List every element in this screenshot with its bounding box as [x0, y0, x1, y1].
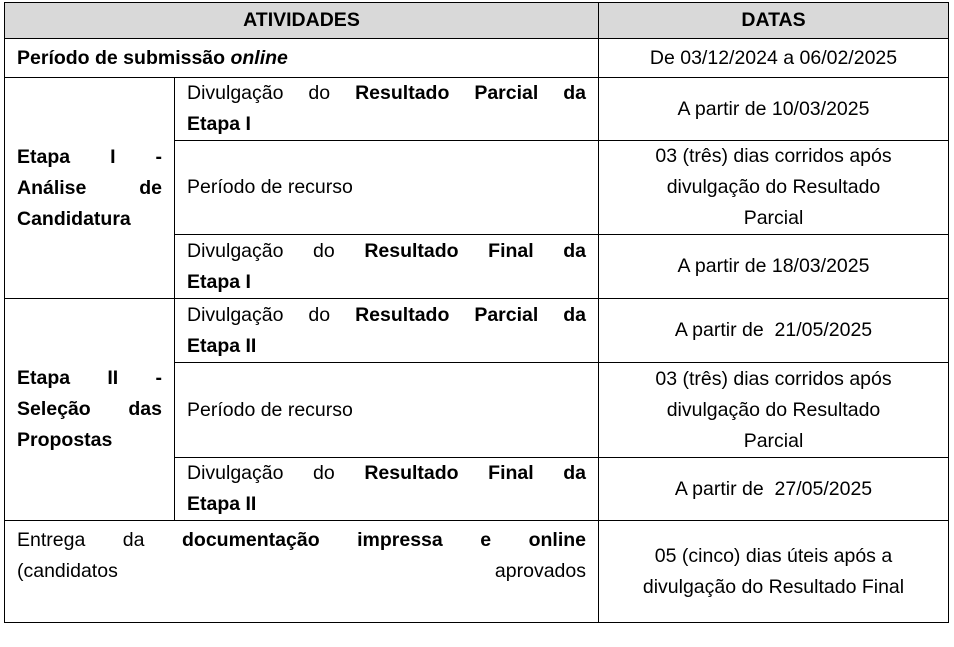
delivery-date-line1: 05 (cinco) dias úteis após a: [654, 544, 893, 567]
stage1-title: [5, 78, 175, 299]
delivery-activity: [5, 521, 599, 623]
delivery-row: [5, 521, 949, 623]
submission-label: Período de submissão: [17, 46, 231, 69]
dates-header: DATAS: [599, 3, 949, 39]
stage2-partial-row: [5, 299, 949, 363]
stage1-appeal-date-line2: divulgação do Resultado: [666, 176, 881, 198]
stage1-final-activity: [175, 235, 599, 299]
stage2-final-bold2: Etapa II: [187, 493, 257, 515]
stage2-title-line2: Seleção das: [17, 398, 162, 420]
submission-activity: [5, 39, 599, 78]
stage1-partial-prefix: Divulgação do: [187, 82, 356, 104]
stage2-title-line3: Propostas: [17, 429, 113, 451]
delivery-line2: (candidatos aprovados: [17, 560, 586, 582]
stage1-final-bold1: Resultado Final da: [364, 239, 587, 262]
stage1-title-line2: Análise de: [17, 176, 162, 199]
stage1-partial-bold2: Etapa I: [187, 113, 251, 135]
stage1-title-line3: Candidatura: [17, 207, 131, 230]
stage2-appeal-date-line2: divulgação do Resultado: [666, 398, 881, 421]
submission-row: [5, 39, 949, 78]
stage2-partial-prefix: Divulgação do: [187, 303, 356, 326]
submission-online: online: [230, 46, 288, 69]
delivery-prefix: Entrega da: [17, 529, 182, 551]
delivery-date-line2: divulgação do Resultado Final: [642, 575, 905, 598]
stage2-partial-activity: [175, 299, 599, 363]
stage1-appeal-date-line1: 03 (três) dias corridos após: [655, 145, 892, 167]
stage2-title-line1: Etapa II -: [17, 367, 162, 389]
stage1-title-line1: Etapa I -: [17, 145, 162, 168]
activities-header: ATIVIDADES: [5, 3, 599, 39]
stage2-appeal-date-line3: Parcial: [743, 429, 804, 452]
stage2-title: [5, 299, 175, 521]
stage2-final-prefix: Divulgação do: [187, 462, 365, 484]
delivery-bold: documentação impressa e online: [182, 529, 587, 551]
stage2-partial-bold2: Etapa II: [187, 334, 257, 357]
stage1-appeal-date-line3: Parcial: [743, 207, 804, 229]
stage1-appeal-activity: Período de recurso: [175, 141, 599, 235]
stage2-final-activity: [175, 458, 599, 521]
header-row: [5, 3, 949, 39]
stage2-partial-bold1: Resultado Parcial da: [355, 303, 586, 326]
stage2-partial-date: A partir de 21/05/2025: [599, 299, 949, 363]
schedule-table: [4, 2, 949, 623]
stage1-final-prefix: Divulgação do: [187, 239, 365, 262]
stage2-final-date: A partir de 27/05/2025: [599, 458, 949, 521]
stage1-partial-bold1: Resultado Parcial da: [355, 82, 586, 104]
delivery-date: [599, 521, 949, 623]
stage1-final-bold2: Etapa I: [187, 270, 251, 293]
stage2-appeal-date: [599, 363, 949, 458]
stage2-appeal-activity: Período de recurso: [175, 363, 599, 458]
stage1-partial-row: [5, 78, 949, 141]
submission-date: De 03/12/2024 a 06/02/2025: [599, 39, 949, 78]
stage2-appeal-date-line1: 03 (três) dias corridos após: [655, 367, 892, 390]
stage1-final-date: A partir de 18/03/2025: [599, 235, 949, 299]
stage1-partial-activity: [175, 78, 599, 141]
stage2-final-bold1: Resultado Final da: [364, 462, 587, 484]
stage1-appeal-date: [599, 141, 949, 235]
stage1-partial-date: A partir de 10/03/2025: [599, 78, 949, 141]
